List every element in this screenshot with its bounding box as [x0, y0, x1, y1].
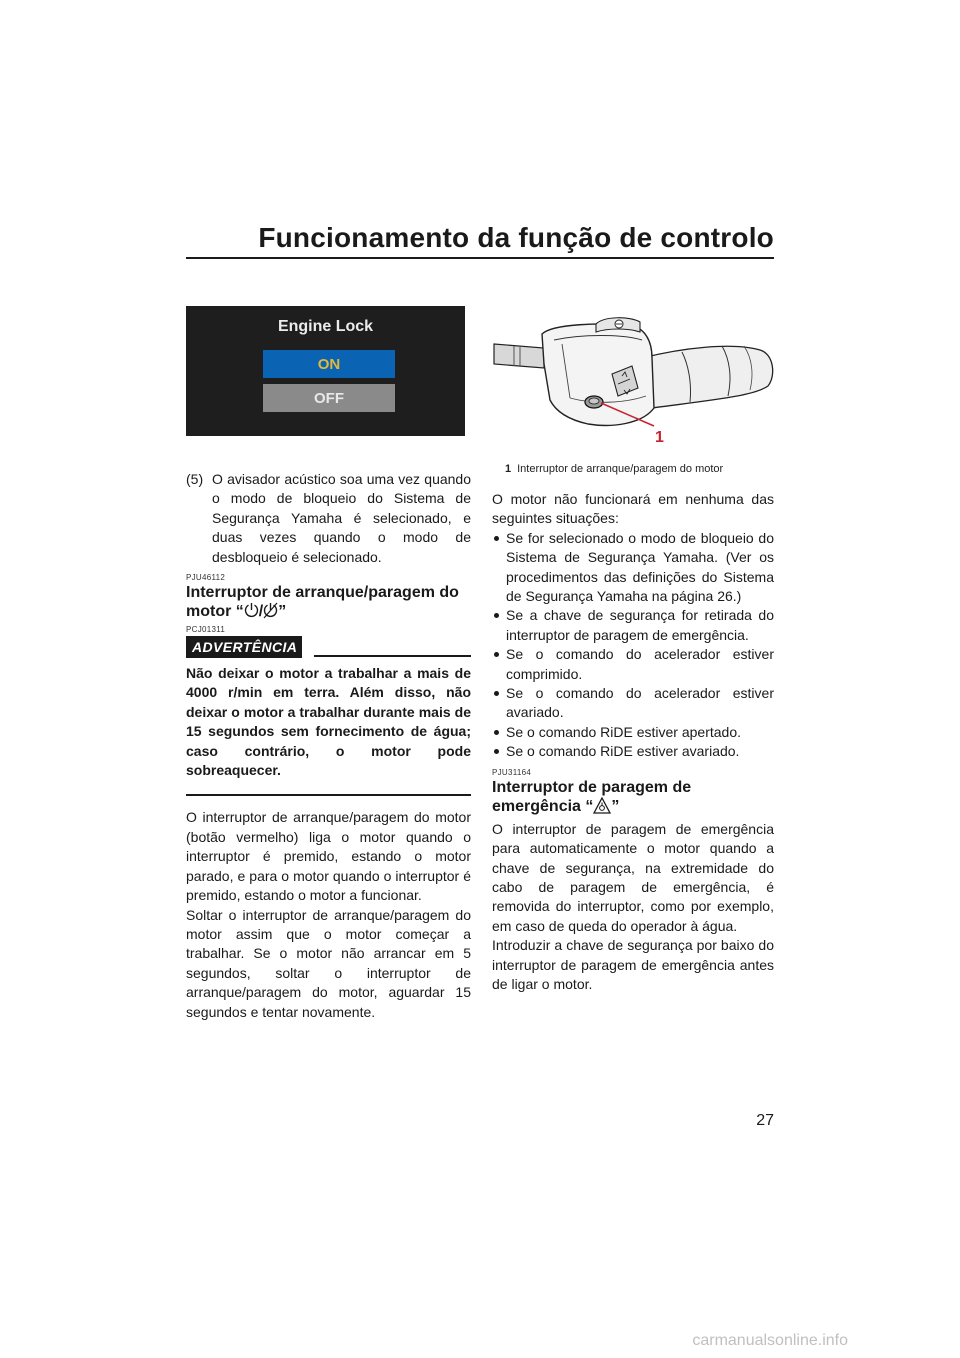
- figure-callout: 1: [655, 429, 664, 446]
- step-text: O avisador acústico soa uma vez quando o modo de bloqueio do Sistema de Segurança Yamaha é selecionado, e duas vezes quando o modo de desbloqueio é selecionado.: [212, 471, 471, 565]
- warning-code: PCJ01311: [186, 625, 226, 635]
- right-column: [492, 490, 774, 994]
- engine-lock-off-option: OFF: [263, 384, 395, 412]
- section-heading-start-stop: Interruptor de arranque/paragem do motor “ / ”: [186, 584, 459, 621]
- paragraph: Soltar o interruptor de arranque/paragem do motor assim que o motor começar a trabalhar. Se o motor não arrancar em 5 segundos, soltar o interruptor de arranque/paragem do motor, aguardar 15 segundos e tentar novamente.: [186, 906, 471, 1020]
- page-number: 27: [756, 1112, 774, 1129]
- engine-lock-title: Engine Lock: [277, 318, 374, 335]
- engine-lock-screen: [186, 306, 465, 436]
- start-stop-icon: [244, 602, 259, 619]
- section-code: PJU46112: [186, 573, 226, 583]
- list-item: Se a chave de segurança for retirada do interruptor de paragem de emergência.: [492, 606, 774, 645]
- figure-caption: [505, 463, 723, 475]
- list-item: Se o comando do acelerador estiver avariado.: [492, 684, 774, 723]
- warning-badge: ADVERTÊNCIA: [186, 636, 302, 658]
- step-5: [186, 470, 471, 567]
- conditions-list: [492, 529, 774, 762]
- paragraph: O interruptor de arranque/paragem do motor (botão vermelho) liga o motor quando o interruptor é premido, estando o motor parado, e para o motor quando o interruptor é premido, estando o motor a funcionar.: [186, 809, 471, 904]
- engine-lock-on-option: ON: [263, 350, 395, 378]
- list-item: Se o comando RiDE estiver avariado.: [492, 742, 774, 761]
- step-number: (5): [186, 471, 204, 487]
- emergency-warning-icon: [593, 797, 611, 814]
- title-rule: [186, 257, 774, 259]
- warning-rule: [314, 655, 471, 657]
- paragraph: O motor não funcionará em nenhuma das seguintes situações:: [492, 491, 774, 527]
- list-item: Se for selecionado o modo de bloqueio do Sistema de Segurança Yamaha. (Ver os procedimentos das definições do Sistema de Segurança Yamaha na página 26.): [492, 529, 774, 607]
- warning-end-rule: [186, 794, 471, 796]
- section-code: PJU31164: [492, 767, 532, 777]
- section-heading-emergency: Interruptor de paragem de emergência “ ”: [492, 778, 692, 815]
- watermark: carmanualsonline.info: [692, 1332, 848, 1349]
- paragraph: O interruptor de paragem de emergência para automaticamente o motor quando a chave de segurança, na extremidade do cabo de paragem de emergência, é removida do interruptor, como por exemplo, em caso de queda do operador à água.: [492, 820, 774, 934]
- figure-caption-text: Interruptor de arranque/paragem do motor: [517, 463, 724, 475]
- start-stop-icon: [263, 602, 278, 619]
- warning-header: [186, 636, 471, 658]
- page-title: Funcionamento da função de controlo: [258, 222, 774, 253]
- warning-text: Não deixar o motor a trabalhar a mais de 4000 r/min em terra. Além disso, não deixar o motor a trabalhar durante mais de 15 segundos sem fornecimento de água; caso contrário, o motor pode sobreaquecer.: [186, 665, 471, 779]
- list-item: Se o comando do acelerador estiver comprimido.: [492, 645, 774, 684]
- handlebar-switch-photo: [492, 304, 776, 456]
- list-item: Se o comando RiDE estiver apertado.: [492, 723, 774, 742]
- paragraph: Introduzir a chave de segurança por baixo do interruptor de paragem de emergência antes de ligar o motor.: [492, 937, 774, 992]
- left-column: [186, 470, 471, 1022]
- figure-caption-number: 1: [505, 463, 512, 475]
